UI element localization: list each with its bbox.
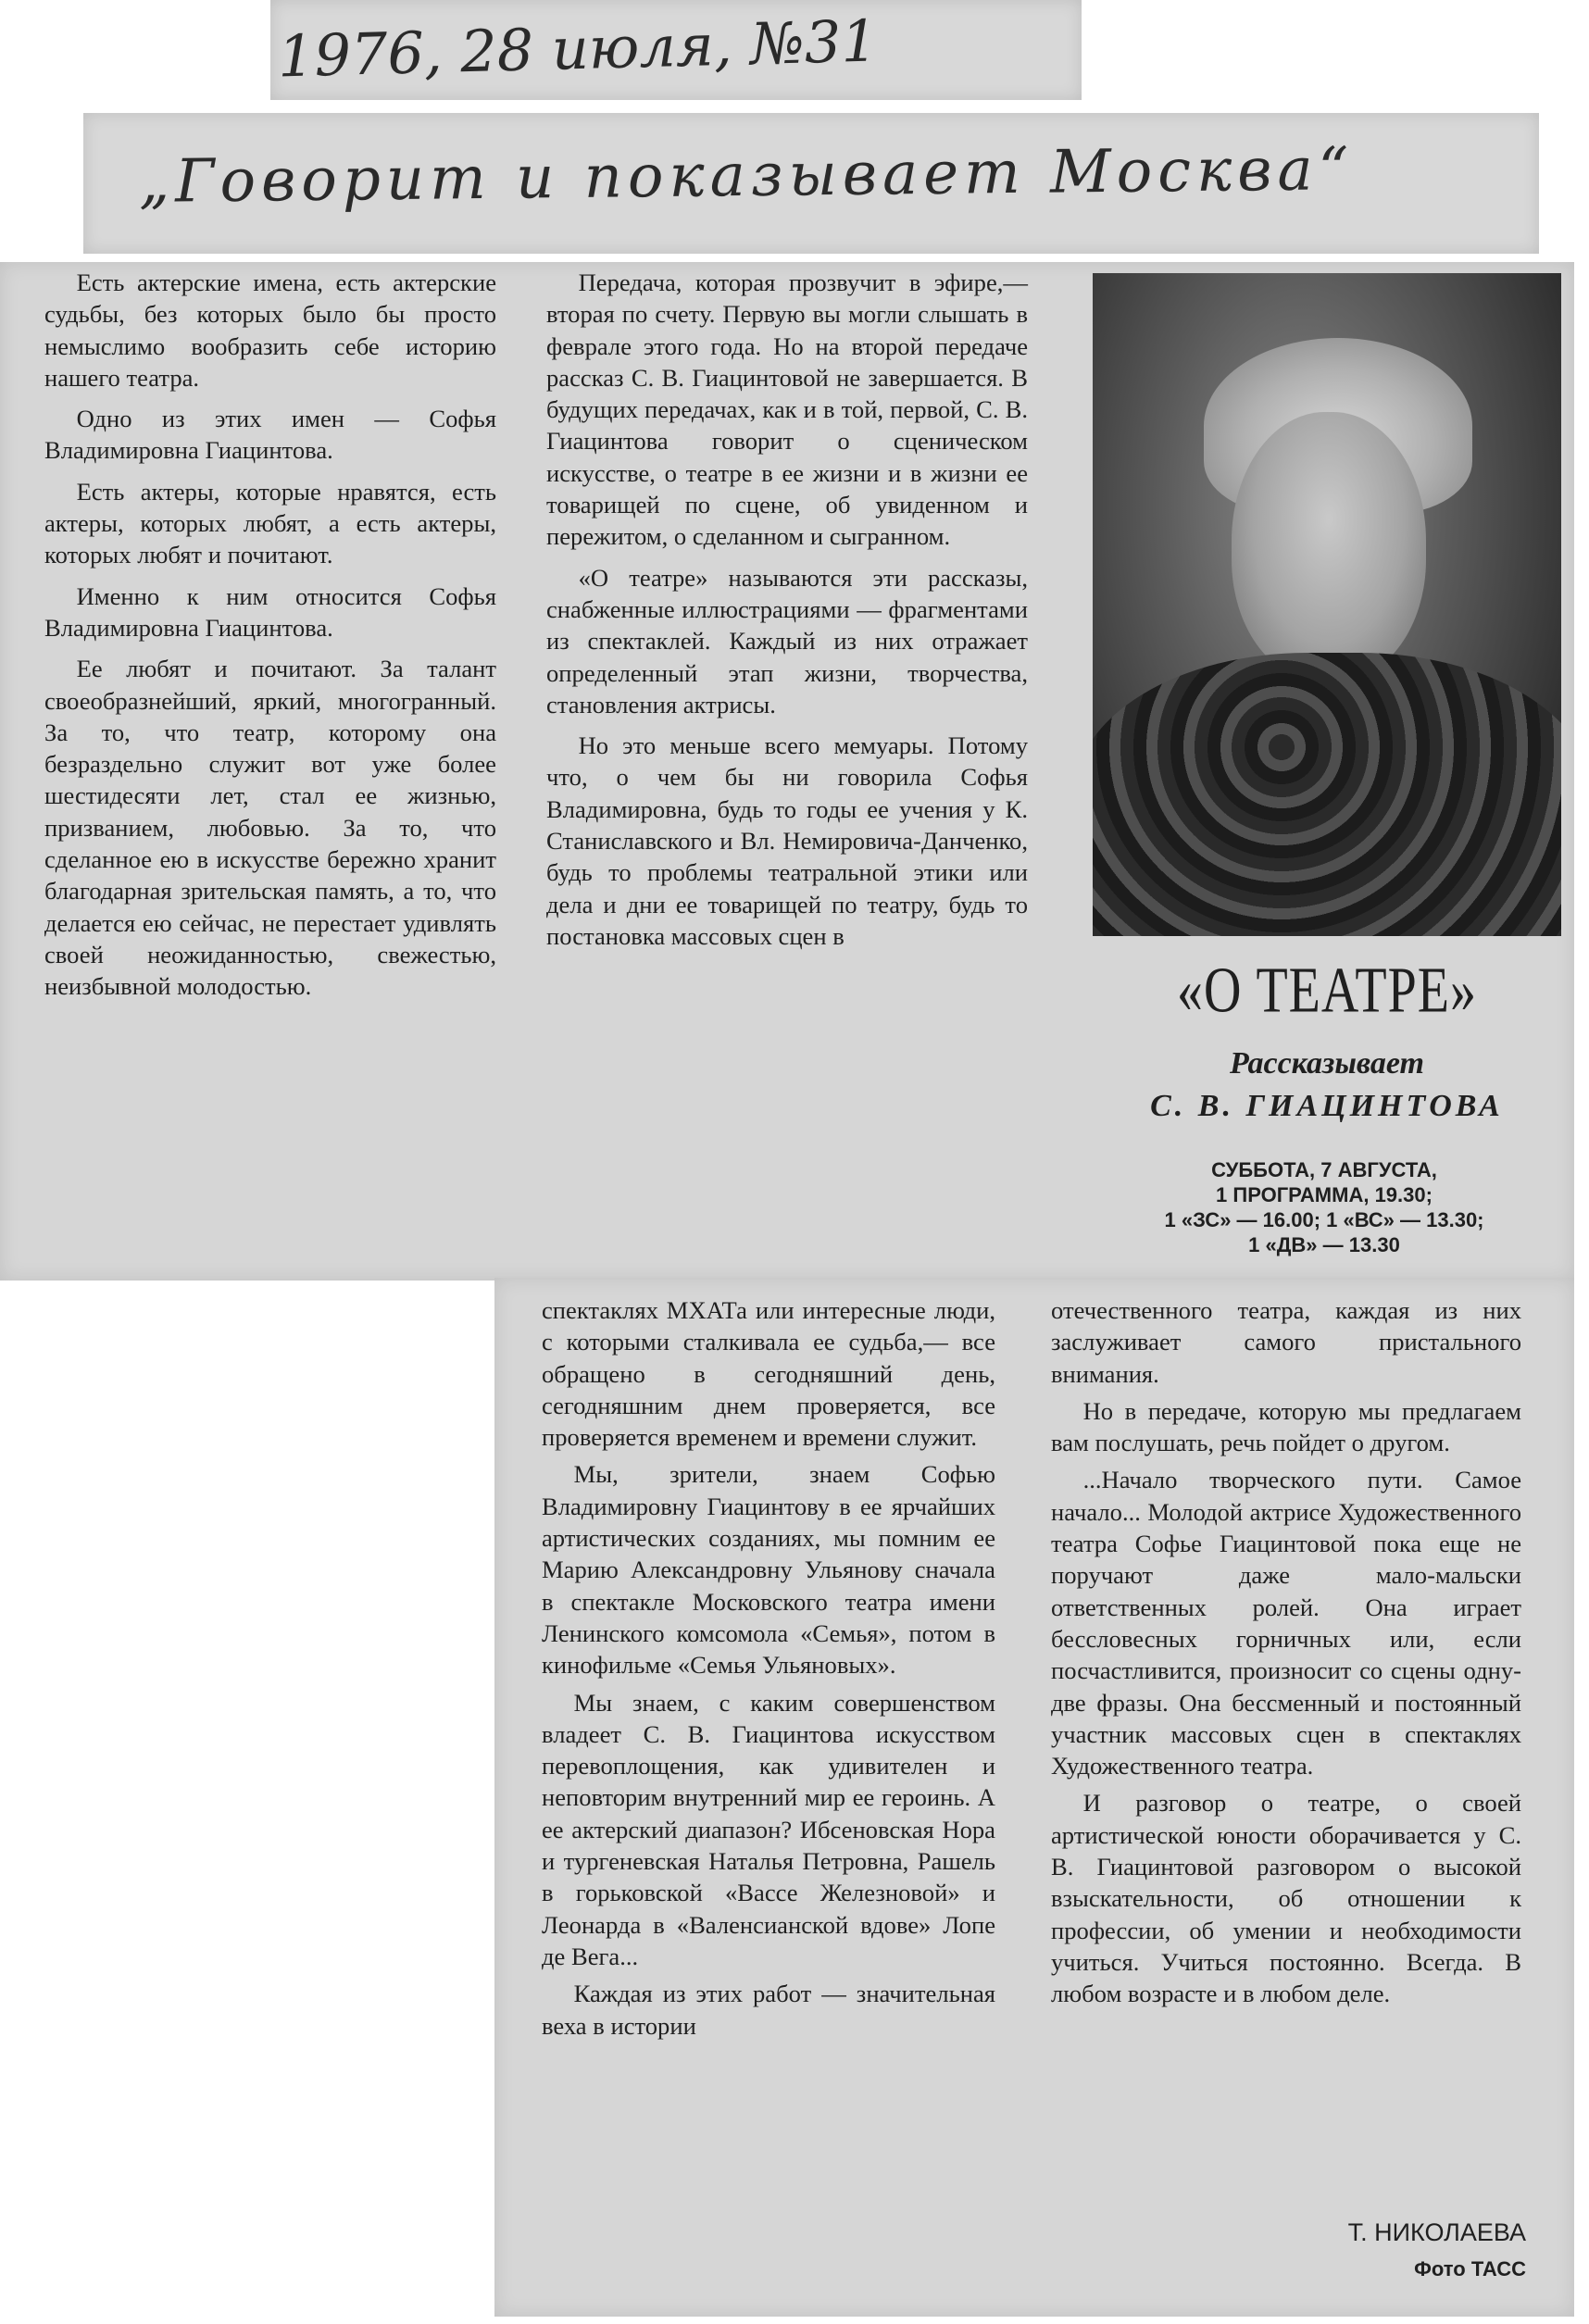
col1-paragraph: Есть актерские имена, есть актерские судьбы, без которых было бы просто немыслимо вообразить себе историю нашего театра. <box>44 269 496 392</box>
col4-paragraph: И разговор о театре, о своей артистической юности оборачивается у С. В. Гиацинтовой разговором о высокой взыскательности, об отношении к профессии, об умении и необходимости учиться. Учиться постоянно. Всегда. В любом возрасте и в любом деле. <box>1051 1789 1521 2008</box>
col1-paragraph: Есть актеры, которые нравятся, есть актеры, которых любят, а есть актеры, которых любят и почитают. <box>44 477 496 569</box>
handwritten-date: 1976, 28 июля, №31 <box>277 6 879 91</box>
col3-paragraph: Мы, зрители, знаем Софью Владимировну Гиацинтову в ее ярчайших артистических созданиях, мы помним ее Марию Александровну Ульянову сначала в спектакле Московского театра имени Ленинского комсомола «Семья», потом в кинофильме «Семья Ульяновых». <box>542 1460 995 1680</box>
article-column-4 <box>1051 1294 1521 2010</box>
portrait-photo <box>1093 273 1561 936</box>
schedule-line: СУББОТА, 7 АВГУСТА, <box>1211 1158 1437 1181</box>
portrait-face <box>1232 412 1426 681</box>
article-column-3 <box>542 1294 995 2042</box>
announcement-line-2: С. В. ГИАЦИНТОВА <box>1150 1089 1504 1123</box>
col2-paragraph: «О театре» называются эти рассказы, снабженные иллюстрациями — фрагментами из спектаклей. Каждый из них отражает определенный этап жизни, творчества, становления актрисы. <box>546 563 1028 718</box>
col3-paragraph: спектаклях МХАТа или интересные люди, с которыми сталкивала ее судьба,— все обращено в сегодняшний день, сегодняшним днем проверяется, все проверяется временем и времени служит. <box>542 1296 995 1452</box>
col4-paragraph: отечественного театра, каждая из них заслуживает самого пристального внимания. <box>1051 1296 1521 1388</box>
broadcast-schedule <box>1074 1157 1574 1257</box>
portrait-scarf <box>1093 653 1561 936</box>
col1-paragraph: Именно к ним относится Софья Владимировна Гиацинтова. <box>44 581 496 642</box>
photo-credit: Фото ТАСС <box>1414 2257 1526 2280</box>
schedule-line: 1 «ЗС» — 16.00; 1 «ВС» — 13.30; <box>1164 1208 1484 1231</box>
announcement-title: «О ТЕАТРЕ» <box>1177 955 1477 1027</box>
article-column-2 <box>546 267 1028 952</box>
col1-paragraph: Одно из этих имен — Софья Владимировна Гиацинтова. <box>44 405 496 465</box>
col2-paragraph: Передача, которая прозвучит в эфире,— вторая по счету. Первую вы могли слышать в феврале этого года. Но на второй передаче рассказ С. В. Гиацинтовой не завершается. В будущих передачах, как и в той, первой, С. В. Гиацинтова говорит о сценическом искусстве, о театре в ее жизни и в жизни ее товарищей по сцене, об увиденном и пережитом, о сделанном и сыгранном. <box>546 269 1028 551</box>
schedule-line: 1 ПРОГРАММА, 19.30; <box>1216 1183 1433 1206</box>
col4-paragraph: Но в передаче, которую мы предлагаем вам послушать, речь пойдет о другом. <box>1051 1396 1521 1457</box>
article-author: Т. НИКОЛАЕВА <box>1347 2218 1526 2246</box>
article-column-1 <box>44 267 496 1003</box>
col3-paragraph: Каждая из этих работ — значительная веха в истории <box>542 1980 995 2040</box>
handwritten-source: „Говорит и показывает Москва“ <box>138 135 1355 217</box>
schedule-line: 1 «ДВ» — 13.30 <box>1248 1233 1400 1256</box>
col2-paragraph: Но это меньше всего мемуары. Потому что, о чем бы ни говорила Софья Владимировна, будь то годы ее учения у К. Станиславского и Вл. Немировича-Данченко, будь то проблемы театральной этики или дела и дни ее товарищей по театру, будь то постановка массовых сцен в <box>546 731 1028 950</box>
col4-paragraph: ...Начало творческого пути. Самое начало... Молодой актрисе Художественного театра Софье Гиацинтовой пока еще не поручают даже мало-мальски ответственных ролей. Она играет бессловесных горничных или, если посчастливится, произносит со сцены одну-две фразы. Она бессменный и постоянный участник массовых сцен в спектаклях Художественного театра. <box>1051 1466 1521 1780</box>
announcement-subtitle <box>1095 1043 1559 1128</box>
announcement-line-1: Рассказывает <box>1230 1046 1424 1081</box>
col3-paragraph: Мы знаем, с каким совершенством владеет С. В. Гиацинтова искусством перевоплощения, как удивителен и неповторим внутренний мир ее героинь. А ее актерский диапазон? Ибсеновская Нора и тургеневская Наталья Петровна, Рашель в горьковской «Вассе Железновой» и Леонарда в «Валенсианской вдове» Лопе де Вега... <box>542 1688 995 1970</box>
col1-paragraph: Ее любят и почитают. За талант своеобразнейший, яркий, многогранный. За то, что театр, которому она безраздельно служит вот уже более шестидесяти лет, стал ее жизнью, призванием, любовью. За то, что сделанное ею в искусстве бережно хранит благодарная зрительская память, а то, что делается ею сейчас, не перестает удивлять своей неожиданностью, свежестью, неизбывной молодостью. <box>44 655 496 1001</box>
